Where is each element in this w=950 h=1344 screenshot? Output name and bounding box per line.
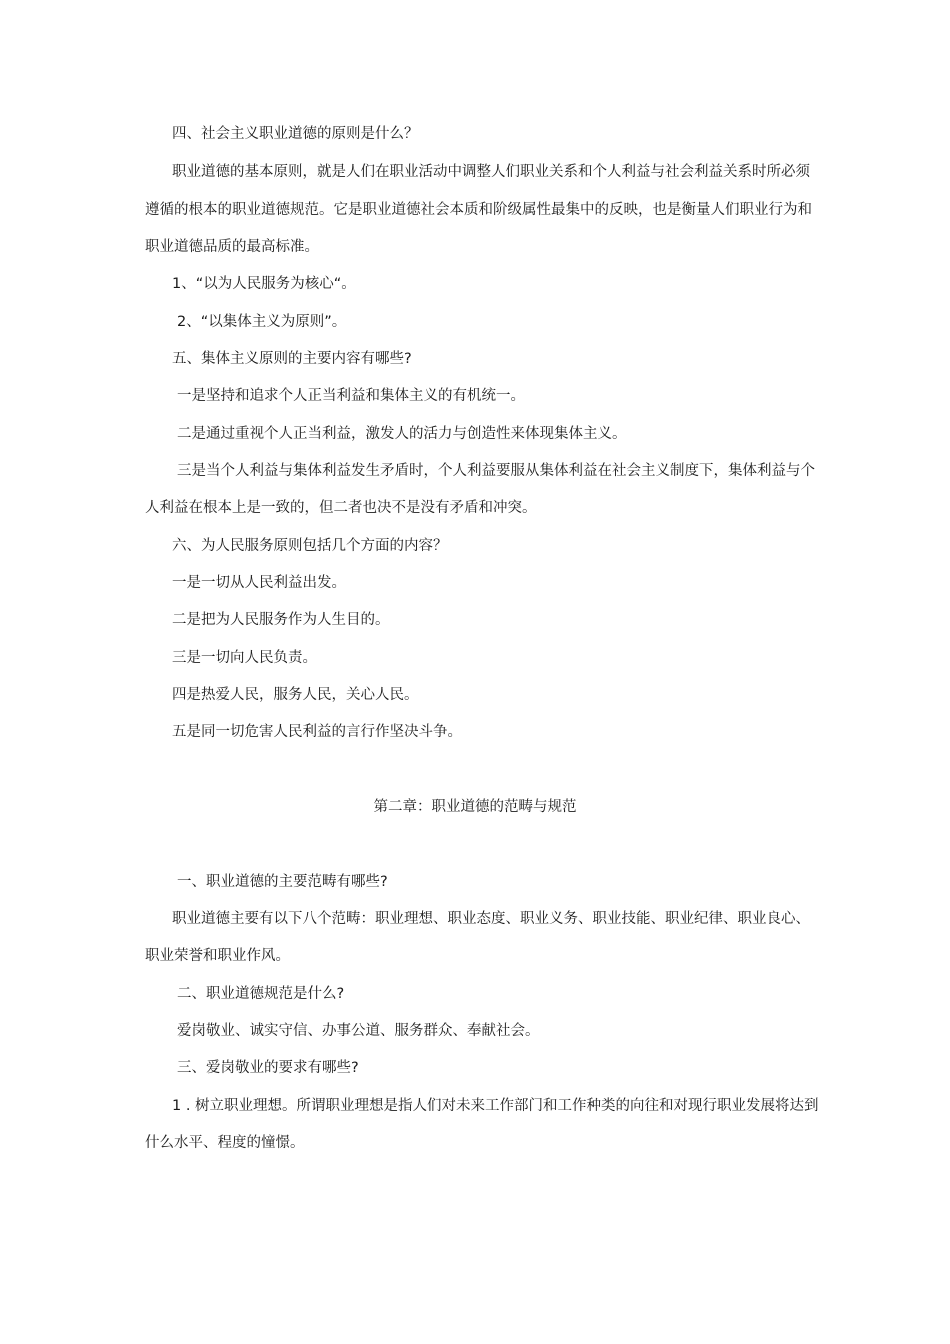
paragraph-principle-line-3: 职业道德品质的最高标准。: [145, 239, 319, 255]
heading-chapter2-question-2: 二、职业道德规范是什么?: [177, 986, 345, 1002]
chapter-title: 第二章：职业道德的范畴与规范: [373, 799, 577, 815]
list-item-service-5: 五是同一切危害人民利益的言行作坚决斗争。: [172, 724, 462, 740]
heading-chapter2-question-1: 一、职业道德的主要范畴有哪些?: [177, 874, 388, 890]
heading-question-5: 五、集体主义原则的主要内容有哪些?: [172, 351, 412, 367]
heading-question-6: 六、为人民服务原则包括几个方面的内容？: [172, 538, 448, 554]
paragraph-career-ideal-line-2: 什么水平、程度的憧憬。: [145, 1135, 305, 1151]
paragraph-categories-line-2: 职业荣誉和职业作风。: [145, 948, 290, 964]
list-item-collectivism-1: 一是坚持和追求个人正当利益和集体主义的有机统一。: [177, 388, 525, 404]
paragraph-categories-line-1: 职业道德主要有以下八个范畴：职业理想、职业态度、职业义务、职业技能、职业纪律、职业良心、: [172, 911, 810, 927]
paragraph-norms: 爱岗敬业、诚实守信、办事公道、服务群众、奉献社会。: [177, 1023, 540, 1039]
list-item-principle-2: 2、“以集体主义为原则”。: [177, 314, 347, 330]
list-item-service-3: 三是一切向人民负责。: [172, 650, 317, 666]
paragraph-principle-line-2: 遵循的根本的职业道德规范。它是职业道德社会本质和阶级属性最集中的反映，也是衡量人们职业行为和: [145, 202, 812, 218]
list-item-collectivism-2: 二是通过重视个人正当利益，激发人的活力与创造性来体现集体主义。: [177, 426, 627, 442]
list-item-service-4: 四是热爱人民，服务人民，关心人民。: [172, 687, 419, 703]
list-item-collectivism-3-line-2: 人利益在根本上是一致的，但二者也决不是没有矛盾和冲突。: [145, 500, 537, 516]
paragraph-principle-line-1: 职业道德的基本原则，就是人们在职业活动中调整人们职业关系和个人利益与社会利益关系时所必须: [172, 164, 810, 180]
list-item-principle-1: 1、“以为人民服务为核心“。: [172, 276, 356, 292]
heading-chapter2-question-3: 三、爱岗敬业的要求有哪些?: [177, 1060, 359, 1076]
list-item-service-2: 二是把为人民服务作为人生目的。: [172, 612, 390, 628]
heading-question-4: 四、社会主义职业道德的原则是什么？: [172, 126, 419, 142]
list-item-service-1: 一是一切从人民利益出发。: [172, 575, 346, 591]
list-item-collectivism-3-line-1: 三是当个人利益与集体利益发生矛盾时，个人利益要服从集体利益在社会主义制度下，集体利益与个: [177, 463, 815, 479]
paragraph-career-ideal-line-1: 1 . 树立职业理想。所谓职业理想是指人们对未来工作部门和工作种类的向往和对现行职业发展将达到: [172, 1098, 819, 1114]
